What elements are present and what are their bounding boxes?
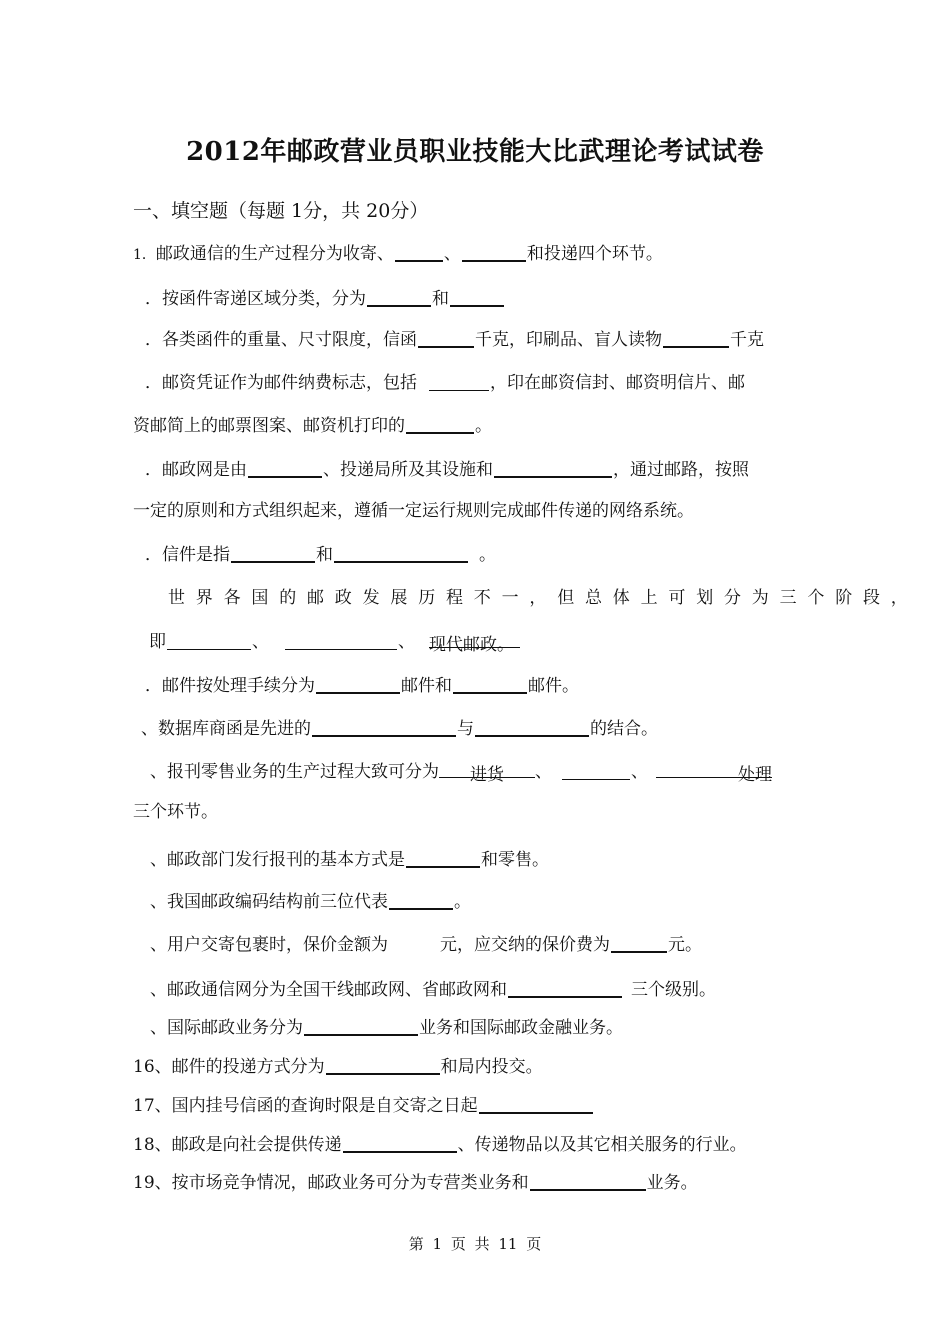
question-5: ．邮政网是由 、投递局所及其设施和 ，通过邮路，按照 bbox=[145, 460, 749, 480]
page-footer: 第 1 页 共 11 页 bbox=[408, 1235, 542, 1253]
question-8: ．邮件按处理手续分为 邮件和 邮件。 bbox=[145, 676, 579, 696]
question-11: 、邮政部门发行报刊的基本方式是 和零售。 bbox=[150, 850, 549, 870]
question-6: ．信件是指 和 。 bbox=[145, 545, 496, 565]
answer-blank[interactable] bbox=[663, 329, 729, 348]
answer-blank[interactable] bbox=[367, 288, 431, 307]
question-18: 18、邮政是向社会提供传递 、传递物品以及其它相关服务的行业。 bbox=[133, 1135, 747, 1155]
question-10: 、报刊零售业务的生产过程大致可分为 进货 、 、 处理 bbox=[150, 762, 772, 785]
answer-blank[interactable] bbox=[406, 415, 474, 434]
answer-blank[interactable] bbox=[494, 459, 612, 478]
answer-blank[interactable] bbox=[343, 1134, 457, 1153]
question-10-cont: 三个环节。 bbox=[133, 802, 218, 822]
question-7: 世界各国的邮政发展历程不一，但总体上可划分为三个阶段， bbox=[168, 588, 919, 608]
answer-blank[interactable] bbox=[453, 675, 527, 694]
answer-blank[interactable] bbox=[508, 979, 622, 998]
answer-blank[interactable] bbox=[316, 675, 400, 694]
answer-blank[interactable] bbox=[418, 329, 474, 348]
answer-blank[interactable] bbox=[167, 632, 251, 650]
answer-blank[interactable] bbox=[450, 288, 504, 307]
question-2: ．按函件寄递区域分类，分为 和 bbox=[145, 284, 505, 309]
question-13: 、用户交寄包裹时，保价金额为 元，应交纳的保价费为 元。 bbox=[150, 935, 702, 955]
question-14: 、邮政通信网分为全国干线邮政网、省邮政网和 三个级别。 bbox=[150, 980, 716, 1000]
answer-blank[interactable] bbox=[231, 544, 315, 563]
question-4-cont: 资邮简上的邮票图案、邮资机打印的 。 bbox=[133, 416, 492, 436]
section-heading: 一、填空题（每题 1分，共 20分） bbox=[133, 200, 429, 222]
question-7-cont: 即 、 、 现代邮政。 bbox=[149, 627, 520, 652]
answer-blank[interactable] bbox=[475, 718, 589, 737]
question-number: 1． bbox=[133, 247, 156, 263]
filled-answer: 现代邮政。 bbox=[429, 630, 520, 648]
question-4: ．邮资凭证作为邮件纳费标志，包括 ，印在邮资信封、邮资明信片、邮 bbox=[145, 373, 745, 393]
answer-blank[interactable] bbox=[326, 1056, 440, 1075]
question-1: 1．邮政通信的生产过程分为收寄、 、 和投递四个环节。 bbox=[133, 244, 663, 264]
question-17: 17、国内挂号信函的查询时限是自交寄之日起 bbox=[133, 1091, 594, 1116]
question-12: 、我国邮政编码结构前三位代表 。 bbox=[150, 892, 471, 912]
question-5-cont: 一定的原则和方式组织起来，遵循一定运行规则完成邮件传递的网络系统。 bbox=[133, 501, 694, 521]
answer-blank[interactable] bbox=[389, 891, 453, 910]
answer-blank[interactable] bbox=[248, 459, 322, 478]
answer-blank[interactable] bbox=[611, 934, 667, 953]
filled-answer: 进货 bbox=[439, 760, 535, 778]
answer-blank[interactable] bbox=[312, 718, 456, 737]
answer-blank[interactable] bbox=[395, 243, 443, 262]
question-19: 19、按市场竞争情况，邮政业务可分为专营类业务和 业务。 bbox=[133, 1173, 698, 1193]
answer-blank[interactable] bbox=[479, 1095, 593, 1114]
answer-blank[interactable] bbox=[285, 632, 397, 650]
answer-blank[interactable] bbox=[334, 544, 468, 563]
exam-title: 2012年邮政营业员职业技能大比武理论考试试卷 bbox=[186, 137, 764, 167]
answer-blank[interactable] bbox=[429, 373, 489, 391]
answer-blank[interactable] bbox=[562, 762, 630, 780]
question-9: 、数据库商函是先进的 与 的结合。 bbox=[141, 719, 658, 739]
filled-answer: 处理 bbox=[656, 760, 772, 778]
answer-blank[interactable] bbox=[304, 1017, 418, 1036]
answer-blank[interactable] bbox=[462, 243, 526, 262]
answer-blank[interactable] bbox=[530, 1172, 646, 1191]
question-16: 16、邮件的投递方式分为 和局内投交。 bbox=[133, 1057, 543, 1077]
answer-blank[interactable] bbox=[406, 849, 480, 868]
question-15: 、国际邮政业务分为 业务和国际邮政金融业务。 bbox=[150, 1018, 623, 1038]
question-3: ．各类函件的重量、尺寸限度，信函 千克，印刷品、盲人读物 千克 bbox=[145, 330, 764, 350]
